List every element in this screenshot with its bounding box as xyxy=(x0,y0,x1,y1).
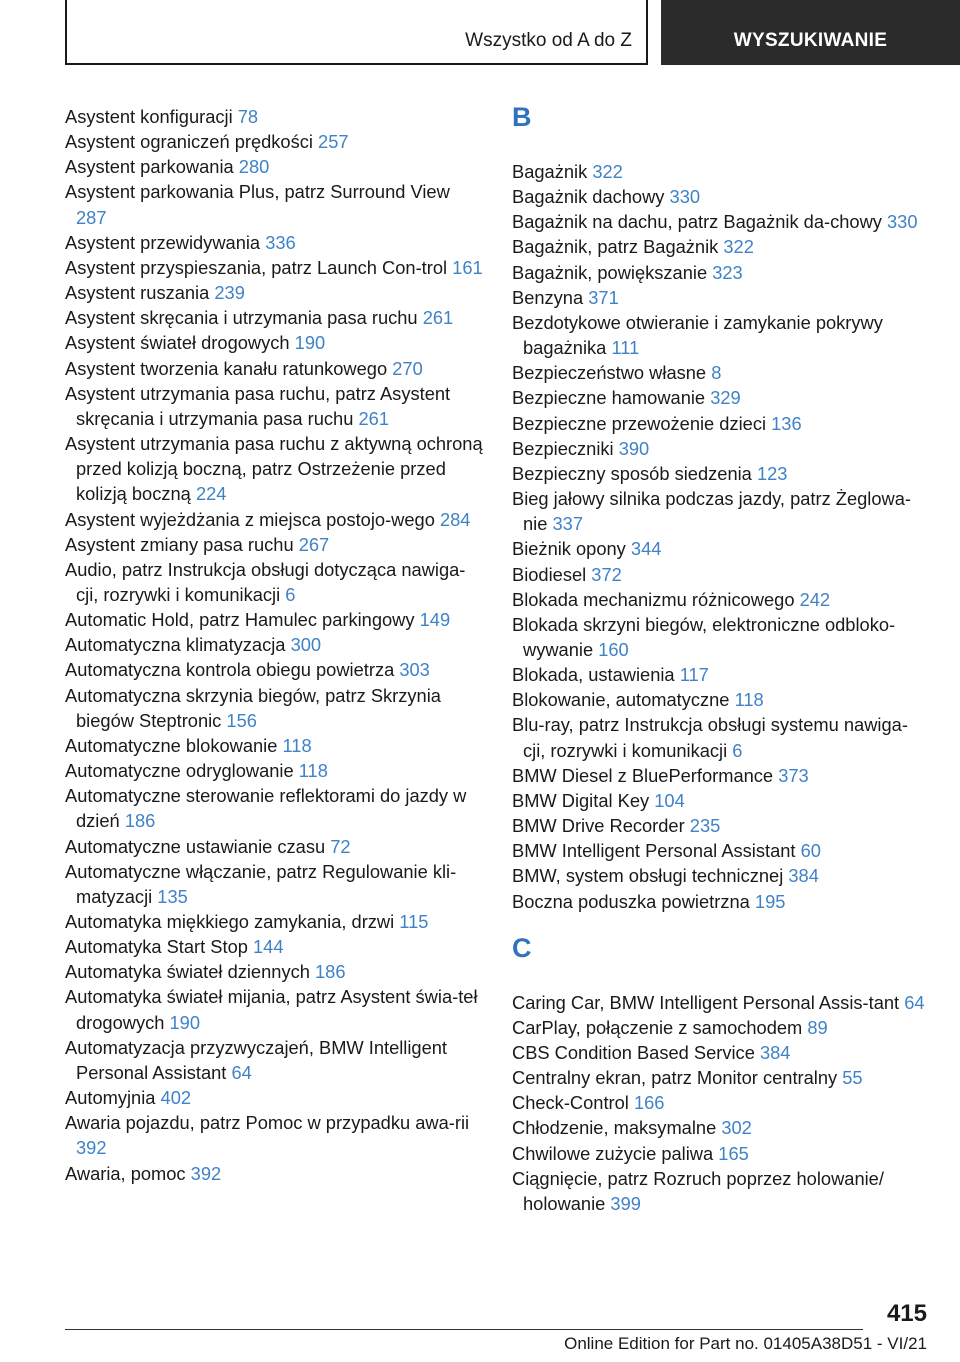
index-page-link[interactable]: 118 xyxy=(734,689,764,711)
index-entry-text: Automatic Hold, patrz Hamulec parkingowy xyxy=(65,609,415,631)
index-page-link[interactable]: 60 xyxy=(800,840,821,862)
index-page-link[interactable]: 302 xyxy=(721,1117,752,1139)
index-entry-text: Automatyka Start Stop xyxy=(65,936,248,958)
index-entry xyxy=(512,461,930,486)
page-number: 415 xyxy=(886,1300,927,1327)
index-page-link[interactable]: 161 xyxy=(452,256,483,278)
index-letter-b: B xyxy=(512,102,532,132)
index-entry xyxy=(512,990,930,1015)
index-entry xyxy=(512,687,930,712)
index-page-link[interactable]: 242 xyxy=(799,588,831,610)
index-page-link[interactable]: 156 xyxy=(226,709,257,731)
index-entry xyxy=(512,486,930,536)
index-entry xyxy=(65,1110,483,1160)
index-entry xyxy=(65,934,483,959)
index-entry xyxy=(65,507,483,532)
index-page-link[interactable]: 239 xyxy=(214,282,245,304)
index-page-link[interactable]: 284 xyxy=(439,508,471,530)
index-page-link[interactable]: 344 xyxy=(630,538,662,560)
index-page-link[interactable]: 118 xyxy=(298,760,328,782)
index-entry-text: BMW Drive Recorder xyxy=(512,815,685,837)
index-page-link[interactable]: 371 xyxy=(588,286,619,308)
index-page-link[interactable]: 166 xyxy=(633,1092,665,1114)
index-entry xyxy=(65,783,483,833)
index-page-link[interactable]: 72 xyxy=(330,835,351,857)
index-entry-text: Bezpieczny sposób siedzenia xyxy=(512,462,752,484)
index-entry xyxy=(65,129,483,154)
index-entry-text: Automatyczna klimatyzacja xyxy=(65,634,286,656)
index-page-link[interactable]: 118 xyxy=(282,734,312,756)
index-entry xyxy=(512,385,930,410)
index-entry xyxy=(65,859,483,909)
footer-divider xyxy=(65,1329,863,1330)
index-entry xyxy=(65,431,483,506)
index-entry-text: Automatyczne sterowanie reflektorami do jazdy w dzień xyxy=(65,785,467,832)
index-entry xyxy=(65,834,483,859)
index-page-link[interactable]: 165 xyxy=(718,1142,749,1164)
index-entry-text: Asystent skręcania i utrzymania pasa ruchu xyxy=(65,307,418,329)
section-label: Wszystko od A do Z xyxy=(465,30,632,51)
index-entry xyxy=(512,763,930,788)
index-page-link[interactable]: 280 xyxy=(238,156,270,178)
index-page-link[interactable]: 402 xyxy=(160,1087,192,1109)
index-entry xyxy=(512,712,930,762)
index-entry xyxy=(65,758,483,783)
index-entry-text: Automatyzacja przyzwyczajeń, BMW Intelligent Personal Assistant xyxy=(65,1036,448,1083)
index-entry xyxy=(512,863,930,888)
index-entry xyxy=(512,536,930,561)
index-entry xyxy=(65,632,483,657)
index-entry xyxy=(512,662,930,687)
index-page-link[interactable]: 78 xyxy=(237,106,259,127)
index-entry xyxy=(512,411,930,436)
footer-edition: Online Edition for Part no. 01405A38D51 - VI/21 xyxy=(564,1334,927,1353)
index-list-b xyxy=(512,159,930,914)
index-entry-text: Bezdotykowe otwieranie i zamykanie pokrywy bagażnika xyxy=(512,311,883,359)
index-entry-text: BMW Diesel z BluePerformance xyxy=(512,764,774,786)
index-page-link[interactable]: 55 xyxy=(842,1067,863,1089)
index-page-link[interactable]: 190 xyxy=(294,332,326,354)
index-entry-text: BMW Intelligent Personal Assistant xyxy=(512,840,796,862)
index-entry xyxy=(65,305,483,330)
index-entry xyxy=(512,1115,930,1140)
index-entry-text: Asystent ruszania xyxy=(65,282,210,304)
index-entry xyxy=(65,607,483,632)
index-entry-text: Blokada, ustawienia xyxy=(512,664,675,686)
index-entry-text: Asystent utrzymania pasa ruchu, patrz Asystent skręcania i utrzymania pasa ruchu xyxy=(65,382,451,429)
index-entry-text: Asystent przewidywania xyxy=(65,231,261,253)
index-letter-c: C xyxy=(512,932,532,963)
index-entry xyxy=(65,1035,483,1085)
index-entry-text: Asystent tworzenia kanału ratunkowego xyxy=(65,357,388,379)
index-page-link[interactable]: 300 xyxy=(290,634,322,656)
index-page-link[interactable]: 6 xyxy=(732,739,743,761)
index-page-link[interactable]: 104 xyxy=(654,789,685,811)
index-entry-text: Boczna poduszka powietrzna xyxy=(512,890,750,912)
index-page-link[interactable]: 190 xyxy=(169,1011,201,1033)
index-entry xyxy=(512,1090,930,1115)
index-page-link[interactable]: 144 xyxy=(253,936,284,958)
index-entry-text: CBS Condition Based Service xyxy=(512,1042,755,1063)
index-entry-text: Centralny ekran, patrz Monitor centralny xyxy=(512,1067,838,1089)
index-entry-text: Bezpieczniki xyxy=(512,437,614,459)
index-entry xyxy=(65,909,483,934)
index-page-link[interactable]: 160 xyxy=(598,638,629,660)
index-entry-text: Automatyka miękkiego zamykania, drzwi xyxy=(65,911,395,932)
index-entry xyxy=(65,1085,483,1110)
index-entry-text: Automatyczna kontrola obiegu powietrza xyxy=(65,659,395,681)
index-entry xyxy=(65,230,483,255)
index-entry-text: Ciągnięcie, patrz Rozruch poprzez holowanie/ holowanie xyxy=(512,1167,884,1214)
index-entry-text: Bezpieczeństwo własne xyxy=(512,362,707,384)
index-page-link[interactable]: 392 xyxy=(190,1162,222,1184)
index-entry-text: Asystent ograniczeń prędkości xyxy=(65,131,313,153)
index-entry-text: Awaria pojazdu, patrz Pomoc w przypadku awa-rii xyxy=(65,1112,470,1134)
index-entry-text: Bagażnik dachowy xyxy=(512,186,665,208)
index-entry xyxy=(512,612,930,662)
index-entry xyxy=(65,179,483,229)
index-entry xyxy=(65,154,483,179)
index-entry-text: Asystent wyjeżdżania z miejsca postojo-wego xyxy=(65,508,435,530)
index-entry xyxy=(65,683,483,733)
index-entry-text: Automatyczne odryglowanie xyxy=(65,760,294,782)
index-entry xyxy=(65,532,483,557)
index-entry xyxy=(512,587,930,612)
page-header xyxy=(65,0,960,65)
search-tab[interactable] xyxy=(661,0,960,65)
index-entry xyxy=(512,260,930,285)
index-entry-text: Bagażnik, powiększanie xyxy=(512,261,708,283)
index-entry xyxy=(512,360,930,385)
index-page-link[interactable]: 261 xyxy=(422,307,454,329)
index-page-link[interactable]: 337 xyxy=(552,513,584,535)
index-page-link[interactable]: 323 xyxy=(712,261,743,283)
index-entry xyxy=(65,959,483,984)
index-entry xyxy=(512,889,930,914)
index-entry xyxy=(65,104,483,129)
index-entry xyxy=(65,356,483,381)
index-entry-text: BMW, system obsługi technicznej xyxy=(512,865,784,887)
index-entry xyxy=(65,1161,483,1186)
index-entry-text: Blokada skrzyni biegów, elektroniczne odbloko-wywanie xyxy=(512,613,896,660)
index-entry xyxy=(65,255,483,280)
index-entry-text: Blokada mechanizmu różnicowego xyxy=(512,588,795,610)
index-page-link[interactable]: 329 xyxy=(710,387,741,409)
index-entry xyxy=(65,733,483,758)
index-entry-text: Asystent parkowania xyxy=(65,156,234,178)
index-entry-text: Awaria, pomoc xyxy=(65,1162,186,1184)
index-entry xyxy=(512,838,930,863)
index-entry xyxy=(512,159,930,184)
index-entry-text: Automyjnia xyxy=(65,1087,156,1109)
index-page-link[interactable]: 330 xyxy=(669,186,701,208)
index-page-link[interactable]: 195 xyxy=(754,890,786,912)
index-entry-text: Asystent parkowania Plus, patrz Surround View xyxy=(65,181,450,203)
section-tab[interactable] xyxy=(65,0,648,65)
index-entry xyxy=(512,788,930,813)
index-page-link[interactable]: 117 xyxy=(679,664,709,686)
index-page-link[interactable]: 261 xyxy=(358,407,390,429)
index-page-link[interactable]: 136 xyxy=(771,412,802,434)
index-entry xyxy=(65,330,483,355)
index-entry xyxy=(65,280,483,305)
index-entry-text: Bieg jałowy silnika podczas jazdy, patrz Żeglowa-nie xyxy=(512,488,911,535)
index-entry-text: Chwilowe zużycie paliwa xyxy=(512,1142,714,1164)
index-entry xyxy=(512,562,930,587)
index-entry xyxy=(512,1166,930,1216)
index-entry xyxy=(512,1015,930,1040)
index-page-link[interactable]: 270 xyxy=(392,357,423,379)
index-entry-text: Automatyka świateł dziennych xyxy=(65,961,310,983)
index-page-link[interactable]: 322 xyxy=(592,161,623,182)
index-entry-text: Automatyczne włączanie, patrz Regulowanie kli-matyzacji xyxy=(65,860,457,907)
index-page-link[interactable]: 384 xyxy=(788,865,819,887)
index-page-link[interactable]: 123 xyxy=(756,462,788,484)
index-page-link[interactable]: 384 xyxy=(759,1042,791,1063)
index-entry-text: Bagażnik xyxy=(512,161,588,182)
index-entry-text: Asystent przyspieszania, patrz Launch Con-trol xyxy=(65,256,448,278)
index-page-link[interactable]: 64 xyxy=(904,991,925,1013)
index-entry-text: Bezpieczne hamowanie xyxy=(512,387,706,409)
index-entry xyxy=(65,557,483,607)
index-page-link[interactable]: 267 xyxy=(298,533,330,555)
index-page-link[interactable]: 336 xyxy=(265,231,296,253)
index-page-link[interactable]: 149 xyxy=(419,609,451,631)
index-page-link[interactable]: 322 xyxy=(723,236,754,258)
index-page-link[interactable]: 115 xyxy=(399,911,429,932)
index-entry xyxy=(512,1040,930,1065)
index-page-link[interactable]: 235 xyxy=(689,815,721,837)
index-entry xyxy=(512,234,930,259)
index-entry xyxy=(512,285,930,310)
index-page-link[interactable]: 224 xyxy=(195,483,227,505)
index-page-link[interactable]: 186 xyxy=(314,961,346,983)
index-page-link[interactable]: 373 xyxy=(778,764,809,786)
index-page-link[interactable]: 287 xyxy=(76,206,107,228)
index-entry-text: Bagażnik na dachu, patrz Bagażnik da-chowy xyxy=(512,211,882,233)
index-entry xyxy=(512,184,930,209)
index-entry-text: Bagażnik, patrz Bagażnik xyxy=(512,236,719,258)
index-entry-text: Blokowanie, automatyczne xyxy=(512,689,730,711)
index-entry-text: Automatyczna skrzynia biegów, patrz Skrzynia biegów Steptronic xyxy=(65,684,441,731)
index-page-link[interactable]: 399 xyxy=(610,1192,641,1214)
index-entry-text: Automatyczne blokowanie xyxy=(65,734,278,756)
index-page-link[interactable]: 135 xyxy=(157,885,188,907)
index-page-link[interactable]: 390 xyxy=(618,437,650,459)
index-entry-text: Automatyka świateł mijania, patrz Asystent świa-teł drogowych xyxy=(65,986,478,1033)
index-page-link[interactable]: 64 xyxy=(231,1061,252,1083)
index-entry xyxy=(512,310,930,360)
index-entry xyxy=(65,657,483,682)
index-page-link[interactable]: 372 xyxy=(591,563,622,585)
index-page-link[interactable]: 257 xyxy=(318,131,349,153)
index-page-link[interactable]: 186 xyxy=(124,810,156,832)
index-page-link[interactable]: 6 xyxy=(285,583,296,605)
index-entry-text: Blu-ray, patrz Instrukcja obsługi systemu nawiga-cji, rozrywki i komunikacji xyxy=(512,714,908,761)
index-entry-text: Asystent zmiany pasa ruchu xyxy=(65,533,294,555)
index-entry-text: Check-Control xyxy=(512,1092,629,1114)
index-entry-text: BMW Digital Key xyxy=(512,789,650,811)
index-entry xyxy=(65,381,483,431)
index-entry-text: Asystent konfiguracji xyxy=(65,106,233,127)
index-list-c xyxy=(512,990,930,1216)
index-entry-text: Audio, patrz Instrukcja obsługi dotycząca nawiga-cji, rozrywki i komunikacji xyxy=(65,558,466,605)
index-entry-text: Asystent utrzymania pasa ruchu z aktywną ochroną przed kolizją boczną, patrz Ostrzeżenie przed kolizją boczną xyxy=(65,433,483,505)
index-entry xyxy=(512,436,930,461)
index-entry-text: Bieżnik opony xyxy=(512,538,626,560)
index-page-link[interactable]: 330 xyxy=(887,211,918,233)
search-label: WYSZUKIWANIE xyxy=(733,30,888,51)
index-page-link[interactable]: 8 xyxy=(711,362,722,384)
index-entry-text: CarPlay, połączenie z samochodem xyxy=(512,1016,803,1038)
index-entry-text: Asystent świateł drogowych xyxy=(65,332,290,354)
index-column-right xyxy=(512,101,930,1216)
index-page-link[interactable]: 303 xyxy=(399,659,430,681)
index-entry-text: Benzyna xyxy=(512,286,584,308)
index-entry-text: Bezpieczne przewożenie dzieci xyxy=(512,412,767,434)
index-page-link[interactable]: 392 xyxy=(76,1137,107,1159)
index-entry-text: Biodiesel xyxy=(512,563,587,585)
index-entry-text: Chłodzenie, maksymalne xyxy=(512,1117,717,1139)
index-entry-text: Automatyczne ustawianie czasu xyxy=(65,835,326,857)
index-page-link[interactable]: 89 xyxy=(807,1016,828,1038)
index-entry-text: Caring Car, BMW Intelligent Personal Assis-tant xyxy=(512,991,900,1013)
index-page-link[interactable]: 111 xyxy=(611,337,640,359)
index-entry xyxy=(65,984,483,1034)
index-column-left xyxy=(65,104,483,1186)
index-entry xyxy=(512,1065,930,1090)
index-entry xyxy=(512,209,930,234)
index-entry xyxy=(512,813,930,838)
index-entry xyxy=(512,1141,930,1166)
